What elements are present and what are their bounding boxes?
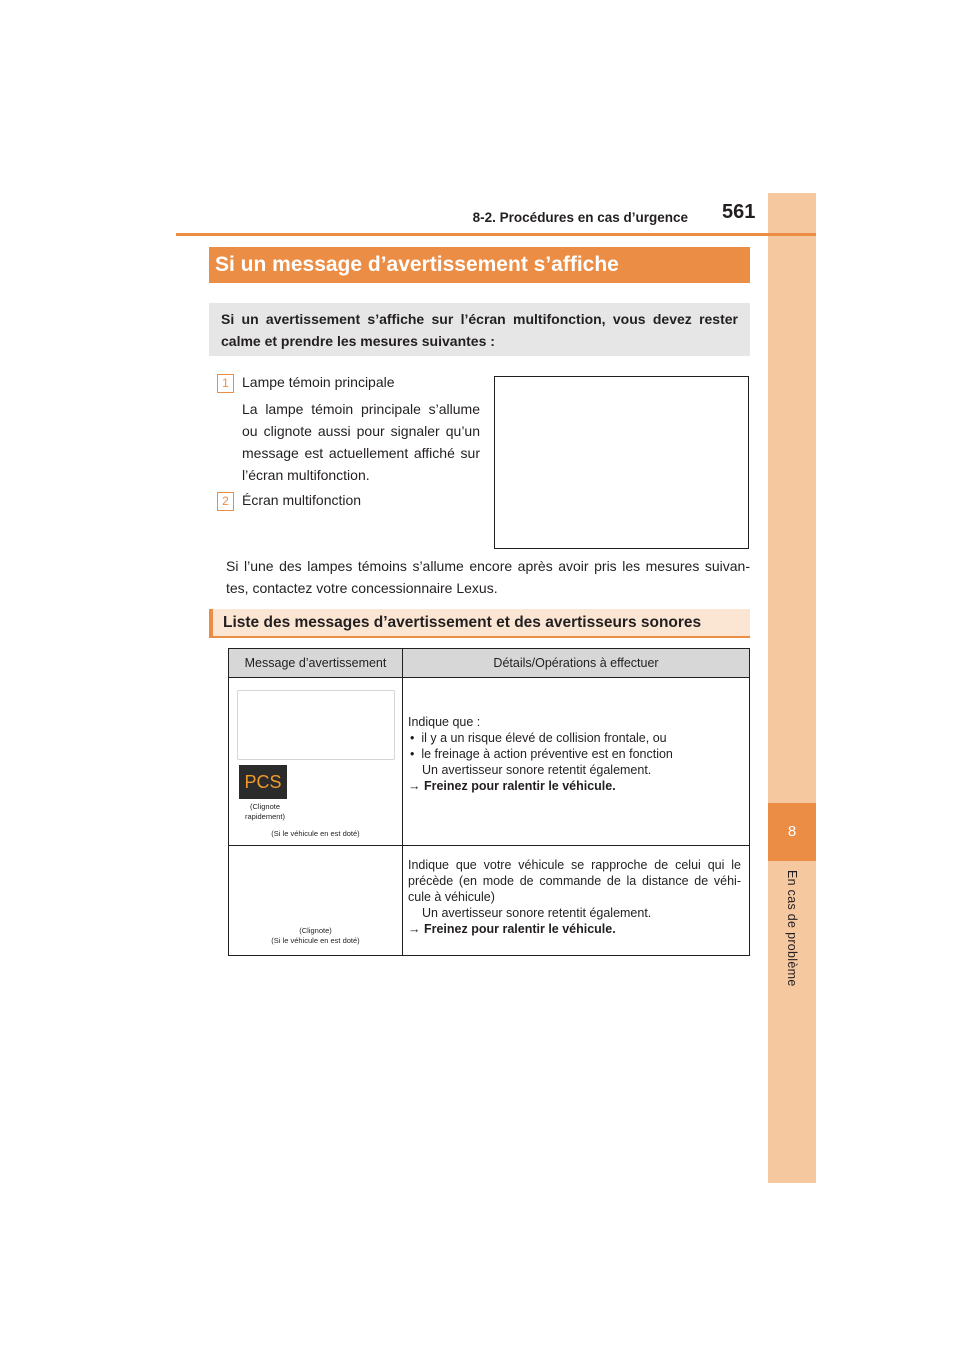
chapter-title-tab [768, 870, 816, 1010]
details-intro: Indique que votre véhicule se rapproche de celui qui le précède (en mode de commande de la distance de véhi- cule à véhicule) [408, 858, 741, 904]
item-description-1: La lampe témoin principale s’allume ou clignote aussi pour signaler qu’un message est actuellement affiché sur l’écran multifonction. [242, 401, 480, 483]
message-cell [229, 846, 403, 956]
blink-note: (Clignote) [299, 926, 332, 935]
item-number-1: 1 [217, 374, 234, 393]
details-cell [403, 846, 750, 956]
warning-table [228, 648, 750, 956]
illustration-frame [494, 376, 749, 549]
message-display-frame [237, 690, 395, 760]
pcs-warning-light-icon: PCS [239, 765, 287, 799]
page-number: 561 [722, 201, 756, 223]
details-bullet: • il y a un risque élevé de collision frontale, ou [410, 731, 667, 745]
section-header: 8-2. Procédures en cas d’urgence [472, 210, 688, 225]
details-bullet: • le freinage à action préventive est en fonction [410, 747, 673, 761]
chapter-side-tab [768, 193, 816, 1183]
arrow-right-icon: → [408, 922, 424, 936]
chapter-title: En cas de problème [785, 870, 799, 987]
equipped-note: (Si le véhicule en est doté) [271, 936, 360, 945]
subsection-title: Liste des messages d’avertissement et des avertisseurs sonores [209, 609, 750, 638]
item-label-2: Écran multifonction [242, 492, 362, 508]
table-row [229, 846, 750, 956]
equipped-note: (Si le véhicule en est doté) [271, 829, 360, 838]
message-cell [229, 678, 403, 846]
table-header-row [229, 649, 750, 678]
details-intro: Indique que : [408, 715, 481, 729]
intro-box: Si un avertissement s’affiche sur l’écran multifonction, vous devez rester calme et prendre les mesures suivantes : [209, 303, 750, 356]
details-cell [403, 678, 750, 846]
page-title: Si un message d’avertissement s’affiche [209, 247, 750, 283]
arrow-right-icon: → [408, 779, 424, 793]
table-row [229, 678, 750, 846]
body-paragraph: Si l’une des lampes témoins s’allume encore après avoir pris les mesures suivan- tes, contactez votre concessionnaire Lexus. [226, 558, 750, 596]
item-label-1: Lampe témoin principale [242, 374, 395, 390]
details-action: → Freinez pour ralentir le véhicule. [408, 922, 616, 936]
table-header-details: Détails/Opérations à effectuer [403, 649, 750, 678]
chapter-number-tab: 8 [768, 803, 816, 861]
item-number-2: 2 [217, 492, 234, 511]
details-note: Un avertisseur sonore retentit également. [422, 763, 652, 777]
header-divider [176, 233, 816, 236]
blink-note: (Clignote rapidement) [244, 802, 286, 821]
details-note: Un avertisseur sonore retentit également. [422, 906, 652, 920]
details-action: → Freinez pour ralentir le véhicule. [408, 779, 616, 793]
table-header-message: Message d’avertissement [229, 649, 403, 678]
